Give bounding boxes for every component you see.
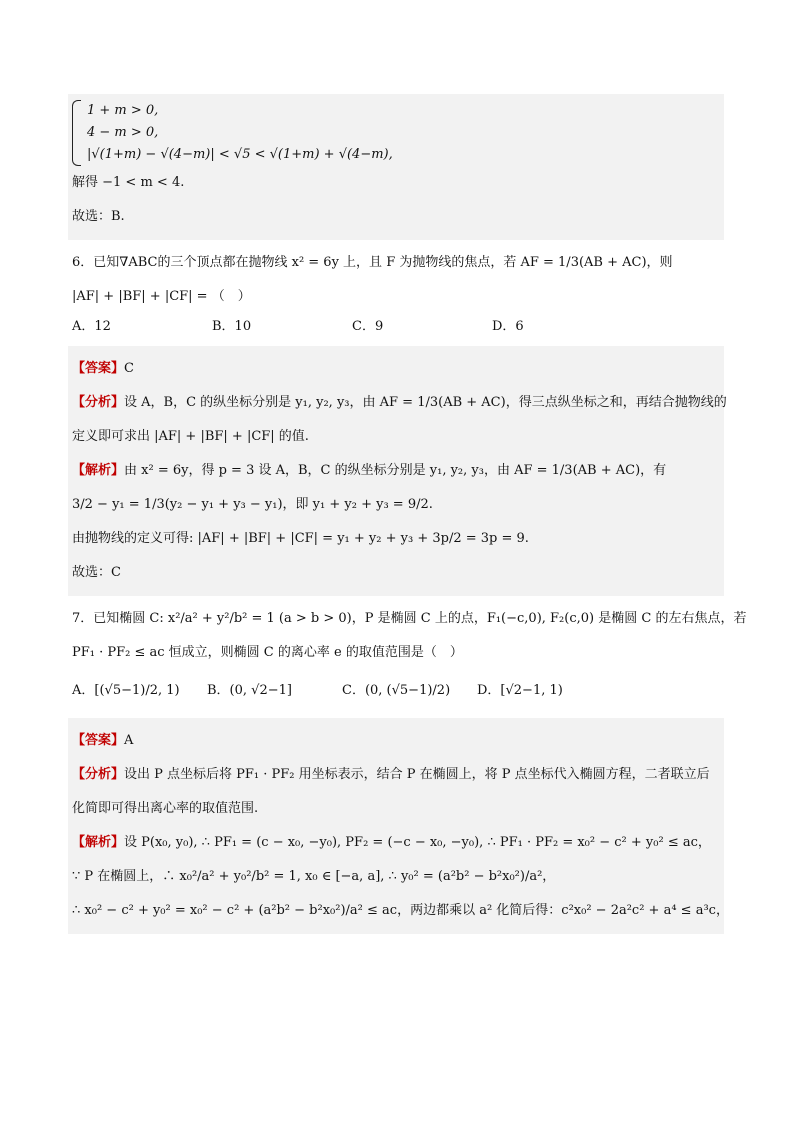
q6-option-a: A．12: [72, 319, 111, 334]
answer-value: A: [124, 733, 134, 748]
system-line: 4 − m > 0,: [87, 125, 159, 140]
analysis-tag: 【分析】: [72, 767, 125, 782]
question-6: [68, 240, 724, 346]
question-7: [68, 596, 747, 718]
q6-option-b: B．10: [212, 319, 252, 334]
q7-option-c: C．(0, (√5−1)/2): [342, 683, 451, 698]
answer-value: C: [124, 361, 134, 376]
analysis-text: 设出 P 点坐标后将 PF₁ · PF₂ 用坐标表示，结合 P 在椭圆上，将 P 点坐标代入椭圆方程，二者联立后: [124, 767, 710, 782]
previous-solution-block: [68, 94, 724, 240]
document-page: [68, 94, 747, 934]
q6-options: [72, 314, 720, 340]
q7-answer-block: [68, 718, 729, 934]
choice-line: 故选：B.: [72, 209, 125, 224]
analysis-text: 设 A，B，C 的纵坐标分别是 y₁, y₂, y₃，由 AF = 1/3(AB + AC)，得三点纵坐标之和，再结合抛物线的: [124, 395, 727, 410]
q7-solution-line: ∵ P 在椭圆上，∴ x₀²/a² + y₀²/b² = 1, x₀ ∈ [−a, a], ∴ y₀² = (a²b² − b²x₀²)/a²，: [72, 869, 556, 884]
q7-option-d: D．[√2−1, 1): [477, 683, 563, 698]
solution-text: 设 P(x₀, y₀), ∴ PF₁ = (c − x₀, −y₀), PF₂ = (−c − x₀, −y₀), ∴ PF₁ · PF₂ = x₀² − c² + y₀² ≤ ac，: [124, 835, 711, 850]
solution-text: 由 x² = 6y，得 p = 3 设 A，B，C 的纵坐标分别是 y₁, y₂, y₃，由 AF = 1/3(AB + AC)，有: [124, 463, 667, 478]
q6-analysis: [72, 386, 727, 420]
system-line: 1 + m > 0,: [87, 103, 159, 118]
q7-solution: [72, 826, 720, 860]
analysis-tag: 【分析】: [72, 395, 125, 410]
q7-analysis: [72, 758, 720, 792]
inequality-system: [72, 100, 720, 166]
q7-option-a: A．[(√5−1)/2, 1): [72, 683, 180, 698]
q7-answer: [72, 724, 720, 758]
q6-solution: [72, 454, 720, 488]
q7-stem-line: 7．已知椭圆 C: x²/a² + y²/b² = 1 (a > b > 0)，P 是椭圆 C 上的点，F₁(−c,0), F₂(c,0) 是椭圆 C 的左右焦点，若: [72, 611, 747, 626]
q6-answer: [72, 352, 720, 386]
q7-solution-line: ∴ x₀² − c² + y₀² = x₀² − c² + (a²b² − b²x₀²)/a² ≤ ac，两边都乘以 a² 化简后得：c²x₀² − 2a²c² + a⁴ ≤ a³c，: [72, 903, 729, 918]
q6-option-d: D．6: [492, 319, 524, 334]
system-line: |√(1+m) − √(4−m)| < √5 < √(1+m) + √(4−m),: [87, 147, 393, 162]
answer-tag: 【答案】: [72, 361, 125, 376]
answer-tag: 【答案】: [72, 733, 125, 748]
solution-tag: 【解析】: [72, 463, 125, 478]
solve-line: 解得 −1 < m < 4.: [72, 175, 185, 190]
q7-options: [72, 678, 720, 704]
q6-answer-block: [68, 346, 727, 596]
q6-stem-line: 6．已知∇ABC的三个顶点都在抛物线 x² = 6y 上，且 F 为抛物线的焦点，若 AF = 1/3(AB + AC)，则: [72, 255, 673, 270]
q6-stem-line: |AF| + |BF| + |CF| = （ ）: [72, 289, 251, 304]
q7-stem-line: PF₁ · PF₂ ≤ ac 恒成立，则椭圆 C 的离心率 e 的取值范围是（ ）: [72, 645, 463, 660]
q6-solution-line: 由抛物线的定义可得: |AF| + |BF| + |CF| = y₁ + y₂ + y₃ + 3p/2 = 3p = 9.: [72, 531, 529, 546]
q7-analysis-cont: 化简即可得出离心率的取值范围.: [72, 801, 259, 816]
q6-option-c: C．9: [352, 319, 384, 334]
system-brace: [72, 100, 81, 166]
q7-option-b: B．(0, √2−1]: [207, 683, 292, 698]
q6-choice-line: 故选：C: [72, 565, 121, 580]
q6-analysis-cont: 定义即可求出 |AF| + |BF| + |CF| 的值.: [72, 429, 309, 444]
solution-tag: 【解析】: [72, 835, 125, 850]
q6-solution-line: 3/2 − y₁ = 1/3(y₂ − y₁ + y₃ − y₁)，即 y₁ + y₂ + y₃ = 9/2.: [72, 497, 433, 512]
